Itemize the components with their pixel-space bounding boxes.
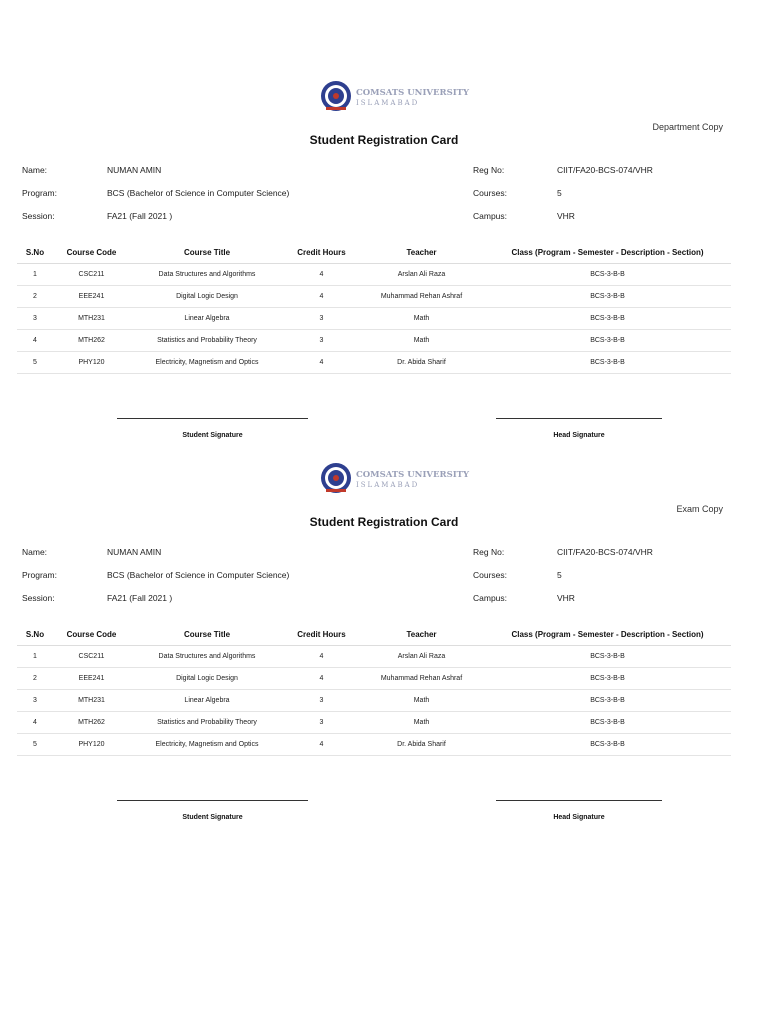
student-signature-line (117, 418, 308, 419)
name-label: Name: (22, 547, 48, 557)
cell-teacher: Muhammad Rehan Ashraf (359, 668, 484, 690)
cell-credit-hours: 4 (284, 668, 359, 690)
cell-teacher: Math (359, 712, 484, 734)
campus-value: VHR (557, 211, 575, 221)
cell-sno: 5 (17, 352, 53, 374)
university-logo (320, 460, 470, 498)
cell-course-code: CSC211 (53, 646, 130, 668)
cell-sno: 1 (17, 264, 53, 286)
cell-sno: 3 (17, 308, 53, 330)
table-row (17, 264, 731, 286)
cell-credit-hours: 4 (284, 264, 359, 286)
reg-no-label: Reg No: (473, 165, 505, 175)
table-header-row (17, 623, 731, 646)
student-signature-label: Student Signature (182, 814, 243, 821)
table-row (17, 286, 731, 308)
cell-credit-hours: 4 (284, 734, 359, 756)
program-label: Program: (22, 570, 57, 580)
courses-label: Courses: (473, 188, 508, 198)
head-signature-line (496, 800, 662, 801)
cell-teacher: Math (359, 330, 484, 352)
session-value: FA21 (Fall 2021 ) (107, 211, 173, 221)
campus-label: Campus: (473, 593, 508, 603)
program-value: BCS (Bachelor of Science in Computer Science) (107, 188, 290, 198)
cell-credit-hours: 3 (284, 330, 359, 352)
header-sno: S.No (17, 623, 53, 646)
header-sno: S.No (17, 241, 53, 264)
header-course-title: Course Title (130, 241, 284, 264)
university-name: COMSATS UNIVERSITY (356, 88, 470, 98)
cell-sno: 4 (17, 712, 53, 734)
name-value: NUMAN AMIN (107, 547, 162, 557)
student-signature-line (117, 800, 308, 801)
cell-teacher: Dr. Abida Sharif (359, 734, 484, 756)
program-value: BCS (Bachelor of Science in Computer Science) (107, 570, 290, 580)
table-header-row (17, 241, 731, 264)
head-signature-label: Head Signature (553, 814, 605, 821)
cell-teacher: Arslan Ali Raza (359, 646, 484, 668)
cell-teacher: Math (359, 690, 484, 712)
table-body (17, 264, 731, 374)
university-city: ISLAMABAD (356, 99, 420, 107)
cell-teacher: Muhammad Rehan Ashraf (359, 286, 484, 308)
cell-class: BCS-3-B-B (484, 668, 731, 690)
card-title: Student Registration Card (309, 133, 459, 147)
cell-sno: 1 (17, 646, 53, 668)
header-credit-hours: Credit Hours (284, 623, 359, 646)
registration-card (0, 78, 768, 498)
student-signature-label: Student Signature (182, 432, 243, 439)
cell-class: BCS-3-B-B (484, 734, 731, 756)
header-class: Class (Program - Semester - Description - Section) (484, 241, 731, 264)
cell-course-title: Digital Logic Design (130, 668, 284, 690)
cell-sno: 3 (17, 690, 53, 712)
session-label: Session: (22, 211, 55, 221)
cell-course-code: CSC211 (53, 264, 130, 286)
head-signature-label: Head Signature (553, 432, 605, 439)
cell-course-title: Data Structures and Algorithms (130, 264, 284, 286)
program-label: Program: (22, 188, 57, 198)
header-class: Class (Program - Semester - Description - Section) (484, 623, 731, 646)
cell-credit-hours: 3 (284, 308, 359, 330)
cell-class: BCS-3-B-B (484, 690, 731, 712)
course-table (17, 241, 731, 374)
header-course-code: Course Code (53, 241, 130, 264)
cell-sno: 5 (17, 734, 53, 756)
session-label: Session: (22, 593, 55, 603)
cell-course-title: Data Structures and Algorithms (130, 646, 284, 668)
table-row (17, 690, 731, 712)
university-name: COMSATS UNIVERSITY (356, 470, 470, 480)
table-row (17, 646, 731, 668)
cell-credit-hours: 4 (284, 646, 359, 668)
cell-course-code: PHY120 (53, 352, 130, 374)
reg-no-value: CIIT/FA20-BCS-074/VHR (557, 165, 653, 175)
table-row (17, 330, 731, 352)
cell-class: BCS-3-B-B (484, 286, 731, 308)
cell-sno: 4 (17, 330, 53, 352)
cell-sno: 2 (17, 286, 53, 308)
campus-value: VHR (557, 593, 575, 603)
cell-course-title: Digital Logic Design (130, 286, 284, 308)
cell-course-code: MTH262 (53, 330, 130, 352)
cell-class: BCS-3-B-B (484, 712, 731, 734)
cell-course-code: PHY120 (53, 734, 130, 756)
table-row (17, 712, 731, 734)
table-row (17, 668, 731, 690)
cell-course-code: MTH231 (53, 690, 130, 712)
campus-label: Campus: (473, 211, 508, 221)
card-title: Student Registration Card (309, 515, 459, 529)
reg-no-label: Reg No: (473, 547, 505, 557)
cell-course-title: Electricity, Magnetism and Optics (130, 352, 284, 374)
table-row (17, 308, 731, 330)
cell-credit-hours: 4 (284, 286, 359, 308)
session-value: FA21 (Fall 2021 ) (107, 593, 173, 603)
cell-course-title: Linear Algebra (130, 690, 284, 712)
cell-course-code: EEE241 (53, 668, 130, 690)
cell-credit-hours: 4 (284, 352, 359, 374)
header-course-title: Course Title (130, 623, 284, 646)
name-value: NUMAN AMIN (107, 165, 162, 175)
cell-course-title: Electricity, Magnetism and Optics (130, 734, 284, 756)
course-table (17, 623, 731, 756)
cell-credit-hours: 3 (284, 690, 359, 712)
courses-label: Courses: (473, 570, 508, 580)
cell-teacher: Math (359, 308, 484, 330)
copy-label: Department Copy (652, 122, 723, 132)
courses-value: 5 (557, 570, 562, 580)
cell-class: BCS-3-B-B (484, 308, 731, 330)
cell-sno: 2 (17, 668, 53, 690)
header-credit-hours: Credit Hours (284, 241, 359, 264)
registration-card (0, 460, 768, 880)
cell-teacher: Arslan Ali Raza (359, 264, 484, 286)
cell-course-code: MTH262 (53, 712, 130, 734)
cell-class: BCS-3-B-B (484, 264, 731, 286)
table-row (17, 734, 731, 756)
cell-teacher: Dr. Abida Sharif (359, 352, 484, 374)
cell-course-title: Statistics and Probability Theory (130, 330, 284, 352)
copy-label: Exam Copy (676, 504, 723, 514)
cell-course-code: MTH231 (53, 308, 130, 330)
cell-course-title: Linear Algebra (130, 308, 284, 330)
cell-class: BCS-3-B-B (484, 352, 731, 374)
name-label: Name: (22, 165, 48, 175)
header-teacher: Teacher (359, 241, 484, 264)
cell-class: BCS-3-B-B (484, 330, 731, 352)
cell-course-title: Statistics and Probability Theory (130, 712, 284, 734)
university-logo (320, 78, 470, 116)
cell-class: BCS-3-B-B (484, 646, 731, 668)
cell-course-code: EEE241 (53, 286, 130, 308)
university-city: ISLAMABAD (356, 481, 420, 489)
courses-value: 5 (557, 188, 562, 198)
reg-no-value: CIIT/FA20-BCS-074/VHR (557, 547, 653, 557)
cell-credit-hours: 3 (284, 712, 359, 734)
header-teacher: Teacher (359, 623, 484, 646)
head-signature-line (496, 418, 662, 419)
table-body (17, 646, 731, 756)
table-row (17, 352, 731, 374)
header-course-code: Course Code (53, 623, 130, 646)
